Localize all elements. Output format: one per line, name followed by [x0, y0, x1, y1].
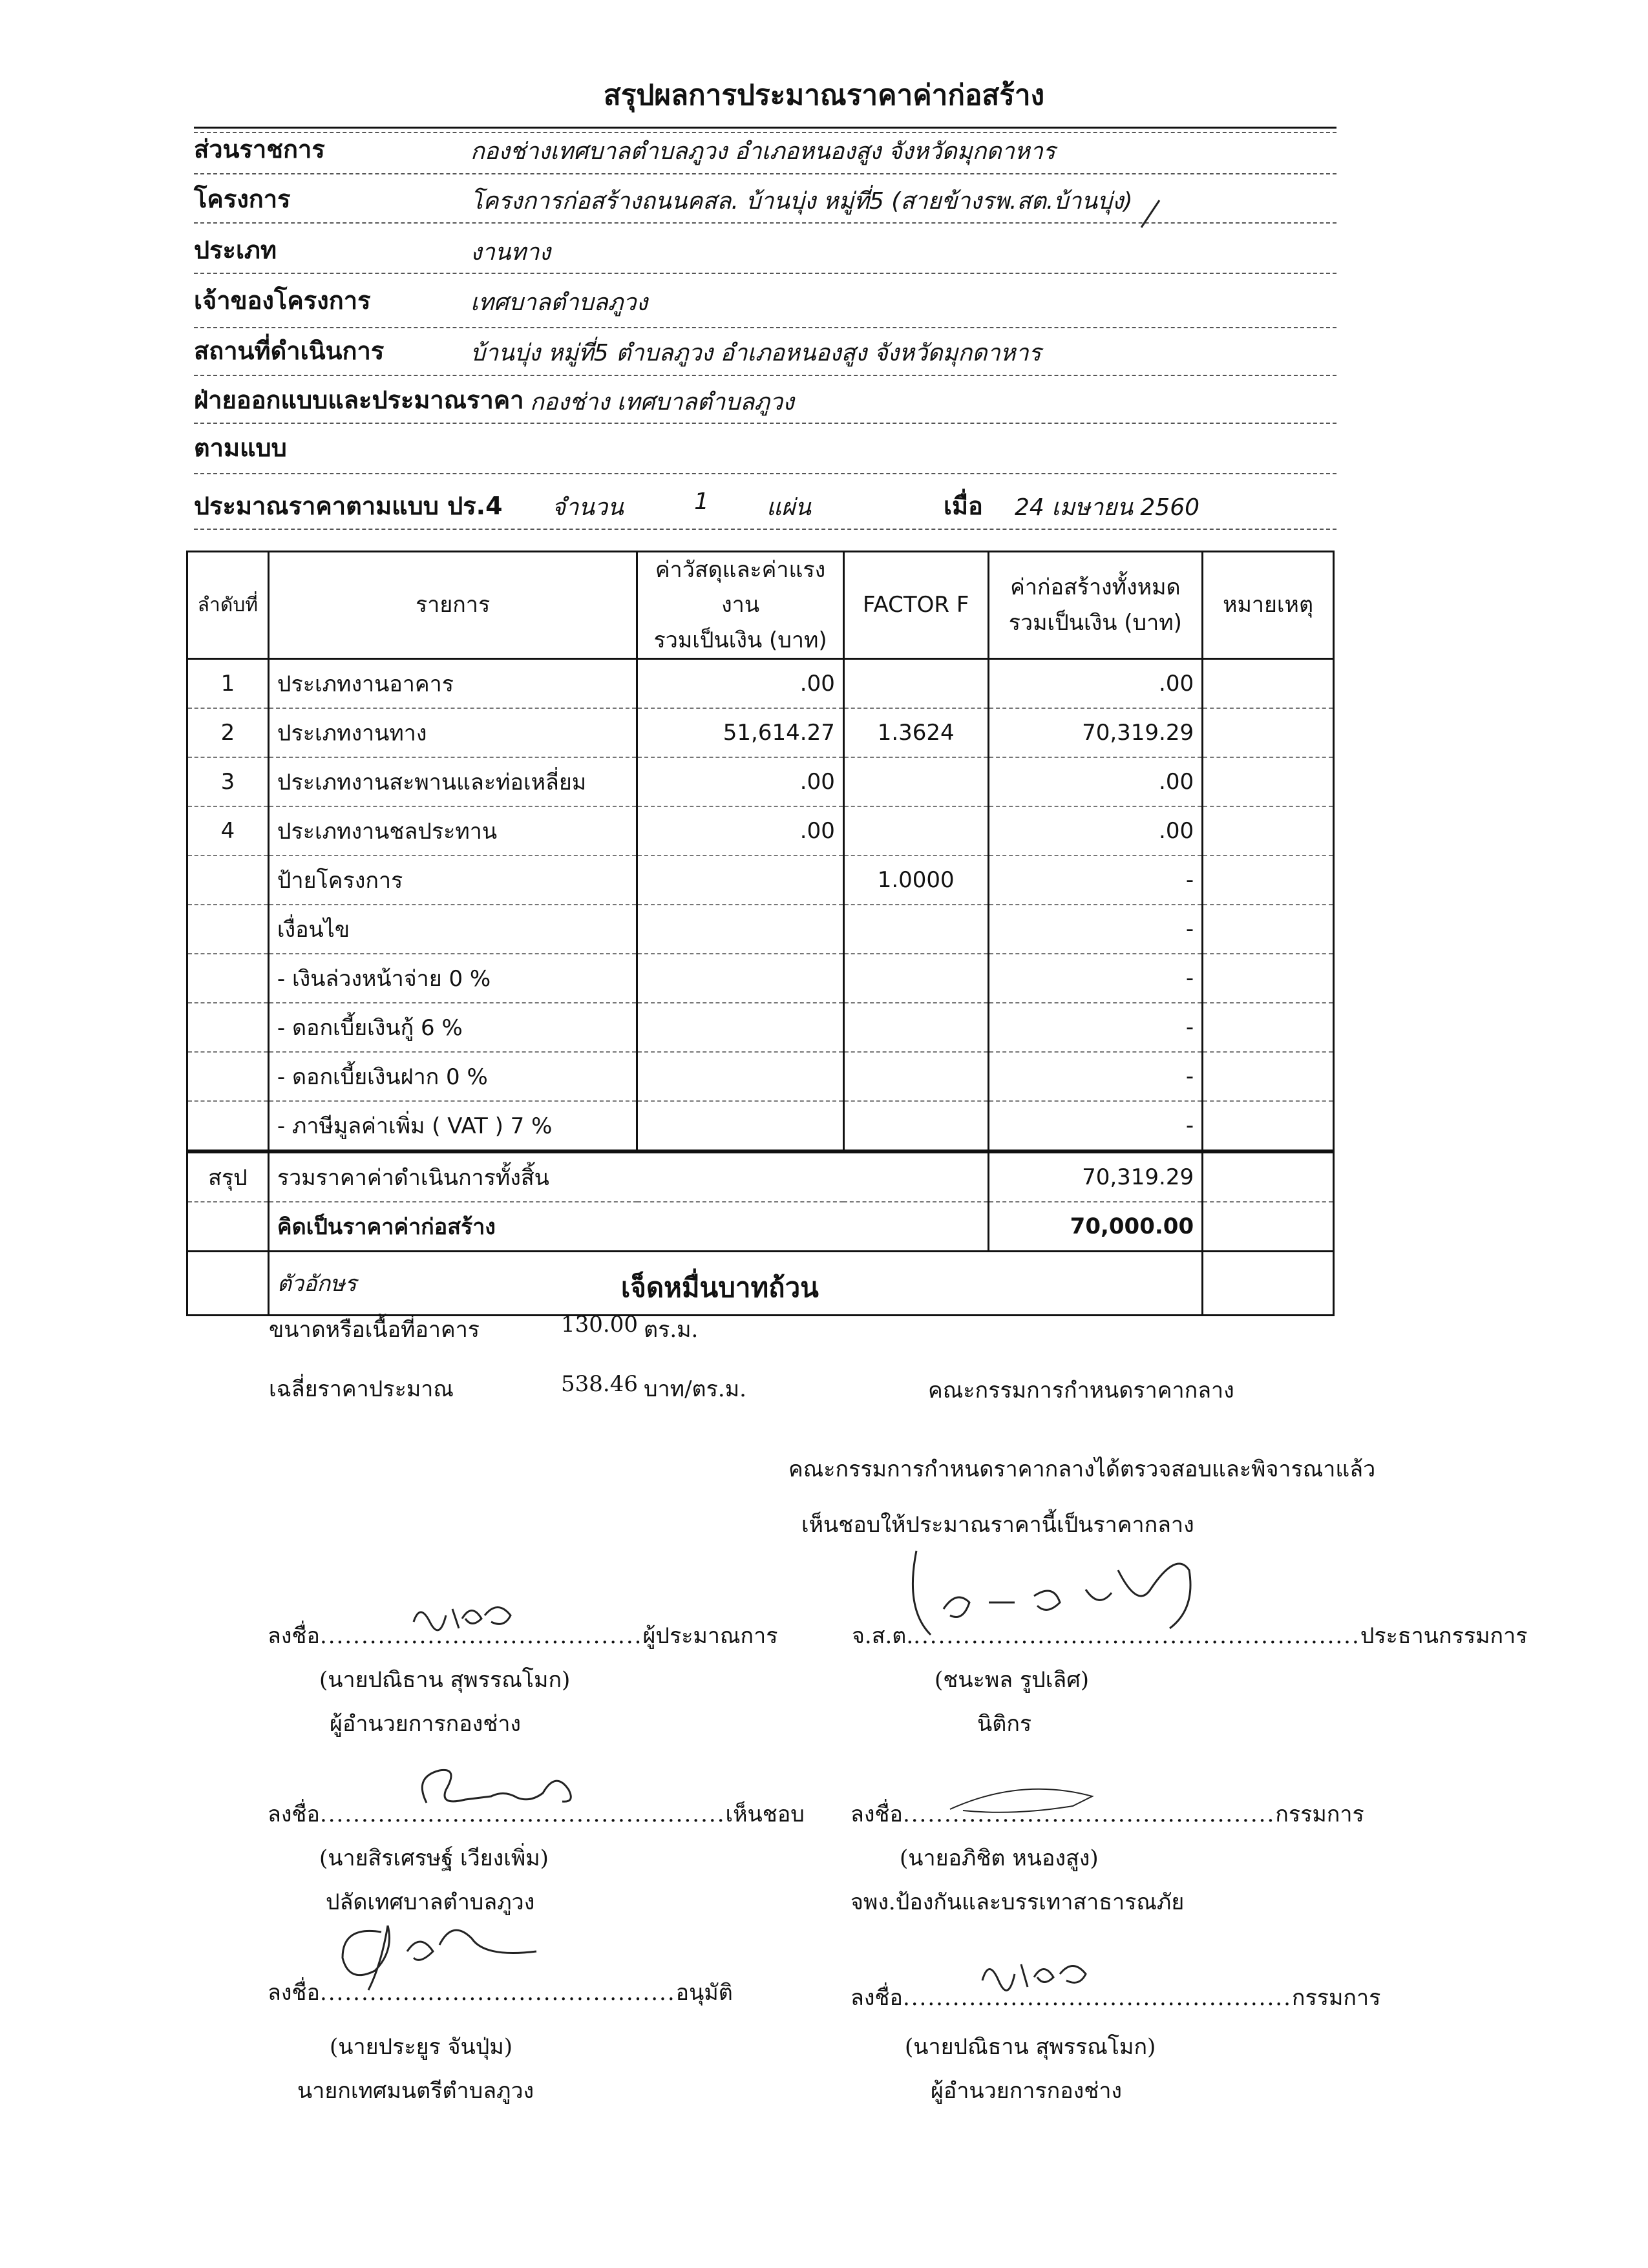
agency-label: ส่วนราชการ: [194, 135, 325, 163]
avg-unit: บาท/ตร.ม.: [644, 1376, 746, 1402]
col-header-material-line1: ค่าวัสดุและค่าแรงงาน: [655, 557, 826, 618]
table-row: [187, 856, 1334, 905]
row-material: .00: [637, 659, 844, 709]
size-label: ขนาดหรือเนื้อที่อาคาร: [269, 1317, 480, 1343]
row-material: [637, 1052, 844, 1101]
estimate-label: ประมาณราคาตามแบบ ปร.4: [194, 492, 503, 520]
row-factor: [843, 806, 988, 856]
row-remark: [1203, 1052, 1334, 1101]
row-factor: [843, 757, 988, 806]
left-sign-2-position: ปลัดเทศบาลตำบลภูวง: [326, 1889, 535, 1915]
rounded-no: [187, 1202, 269, 1252]
row-item: ประเภทงานชลประทาน: [268, 806, 637, 856]
row-remark: [1203, 1101, 1334, 1151]
avg-label: เฉลี่ยราคาประมาณ: [269, 1376, 454, 1402]
col-header-material: [637, 552, 844, 659]
right-sign-3-prefix: ลงชื่อ: [850, 1985, 903, 2011]
left-sign-3-prefix: ลงชื่อ: [268, 1980, 320, 2006]
words-cell: [268, 1252, 1202, 1316]
summary-label: สรุป: [187, 1151, 269, 1202]
row-total: -: [988, 1003, 1203, 1052]
date-label: เมื่อ: [944, 492, 983, 520]
col-header-remark: หมายเหตุ: [1203, 552, 1334, 659]
owner-value: เทศบาลตำบลภูวง: [470, 289, 648, 316]
row-factor: 1.3624: [843, 708, 988, 757]
check-mark-icon: [1140, 194, 1166, 233]
row-total: -: [988, 905, 1203, 954]
row-total: .00: [988, 806, 1203, 856]
type-label: ประเภท: [194, 236, 277, 264]
location-label: สถานที่ดำเนินการ: [194, 337, 385, 365]
row-remark: [1203, 1003, 1334, 1052]
row-remark: [1203, 954, 1334, 1003]
count-value: 1: [694, 488, 709, 515]
row-total: -: [988, 1052, 1203, 1101]
row-material: [637, 856, 844, 905]
committee-heading: คณะกรรมการกำหนดราคากลาง: [928, 1378, 1234, 1403]
row-factor: [843, 954, 988, 1003]
row-no: 3: [187, 757, 269, 806]
table-row: [187, 708, 1334, 757]
header-rule: [194, 173, 1336, 174]
table-row: [187, 954, 1334, 1003]
project-value: โครงการก่อสร้างถนนคสล. บ้านบุ่ง หมู่ที่5 (สายข้างรพ.สต.บ้านบุ่ง): [470, 188, 1133, 215]
left-sign-3-position: นายกเทศมนตรีตำบลภูวง: [297, 2078, 534, 2104]
table-row: [187, 1101, 1334, 1151]
left-sign-2-line: ลงชื่อ.................................................เห็นชอบ: [268, 1801, 805, 1827]
left-sign-1-prefix: ลงชื่อ: [268, 1623, 320, 1649]
right-sign-1-role: ประธานกรรมการ: [1360, 1623, 1528, 1649]
row-material: [637, 905, 844, 954]
left-sign-1-role: ผู้ประมาณการ: [642, 1623, 778, 1649]
row-material: .00: [637, 806, 844, 856]
left-sign-2-prefix: ลงชื่อ: [268, 1801, 320, 1827]
row-total: .00: [988, 659, 1203, 709]
location-value: บ้านบุ่ง หมู่ที่5 ตำบลภูวง อำเภอหนองสูง จังหวัดมุกดาหาร: [470, 340, 1041, 366]
handwritten-signature-committee-2: [969, 1945, 1099, 1997]
row-item: ป้ายโครงการ: [268, 856, 637, 905]
row-no: 4: [187, 806, 269, 856]
row-material: [637, 1101, 844, 1151]
col-header-item: รายการ: [268, 552, 637, 659]
row-factor: [843, 1101, 988, 1151]
header-rule: [194, 473, 1336, 474]
table-header-row: [187, 552, 1334, 659]
row-no: [187, 1101, 269, 1151]
left-sign-2-role: เห็นชอบ: [725, 1801, 805, 1827]
left-sign-3-line: ลงชื่อ...........................................อนุมัติ: [268, 1980, 733, 2006]
table-row: [187, 806, 1334, 856]
table-row: [187, 1052, 1334, 1101]
left-sign-3-role: อนุมัติ: [675, 1980, 733, 2006]
count-label: จำนวน: [552, 494, 624, 521]
estimate-table: [186, 551, 1335, 1316]
avg-value: 538.46: [561, 1371, 638, 1397]
date-value: 24 เมษายน 2560: [1015, 494, 1199, 521]
row-material: 51,614.27: [637, 708, 844, 757]
header-top-rule: [194, 127, 1336, 129]
designer-value: กองช่าง เทศบาลตำบลภูวง: [530, 389, 794, 415]
col-header-total-line1: ค่าก่อสร้างทั้งหมด: [1010, 574, 1181, 601]
words-value: เจ็ดหมื่นบาทถ้วน: [620, 1272, 819, 1304]
rounded-remark: [1203, 1202, 1334, 1252]
row-total: -: [988, 954, 1203, 1003]
rounded-item: คิดเป็นราคาค่าก่อสร้าง: [268, 1202, 988, 1252]
row-material: .00: [637, 757, 844, 806]
plan-label: ตามแบบ: [194, 434, 287, 462]
row-item: - ภาษีมูลค่าเพิ่ม ( VAT ) 7 %: [268, 1101, 637, 1151]
right-sign-3-role: กรรมการ: [1291, 1985, 1381, 2011]
row-total: .00: [988, 757, 1203, 806]
right-sign-2-line: ลงชื่อ.............................................กรรมการ: [850, 1801, 1364, 1827]
row-no: [187, 1052, 269, 1101]
right-sign-1-position: นิติกร: [977, 1711, 1032, 1737]
summary-total: 70,319.29: [988, 1151, 1203, 1202]
table-row: [187, 905, 1334, 954]
right-sign-1-prefix: จ.ส.ต.: [852, 1623, 914, 1649]
row-factor: [843, 1003, 988, 1052]
right-sign-3-line: ลงชื่อ...............................................กรรมการ: [850, 1985, 1381, 2011]
words-remark: [1203, 1252, 1334, 1316]
rounded-total: 70,000.00: [988, 1202, 1203, 1252]
row-item: ประเภทงานทาง: [268, 708, 637, 757]
words-label: ตัวอักษร: [277, 1271, 357, 1297]
type-value: งานทาง: [470, 239, 551, 266]
handwritten-signature-mayor: [323, 1913, 556, 1997]
handwritten-signature-estimator: [401, 1590, 543, 1641]
row-material: [637, 1003, 844, 1052]
row-item: - ดอกเบี้ยเงินฝาก 0 %: [268, 1052, 637, 1101]
row-no: [187, 856, 269, 905]
row-remark: [1203, 856, 1334, 905]
header-rule: [194, 375, 1336, 376]
col-header-factor: FACTOR F: [843, 552, 988, 659]
agency-value: กองช่างเทศบาลตำบลภูวง อำเภอหนองสูง จังหวัดมุกดาหาร: [470, 138, 1056, 165]
row-factor: [843, 659, 988, 709]
committee-statement-1: คณะกรรมการกำหนดราคากลางได้ตรวจสอบและพิจารณาแล้ว: [788, 1456, 1376, 1482]
row-no: [187, 1003, 269, 1052]
right-sign-2-role: กรรมการ: [1275, 1801, 1364, 1827]
header-rule: [194, 529, 1336, 530]
left-sign-1-position: ผู้อำนวยการกองช่าง: [330, 1711, 522, 1737]
row-material: [637, 954, 844, 1003]
table-row: [187, 757, 1334, 806]
row-factor: 1.0000: [843, 856, 988, 905]
right-sign-3-name: (นายปณิธาน สุพรรณโมก): [905, 2034, 1156, 2060]
col-header-total: [988, 552, 1203, 659]
row-item: เงื่อนไข: [268, 905, 637, 954]
col-header-material-line2: รวมเป็นเงิน (บาท): [653, 627, 827, 653]
right-sign-3-position: ผู้อำนวยการกองช่าง: [931, 2078, 1123, 2104]
row-remark: [1203, 708, 1334, 757]
words-row: [187, 1252, 1334, 1316]
row-item: - ดอกเบี้ยเงินกู้ 6 %: [268, 1003, 637, 1052]
size-unit: ตร.ม.: [644, 1317, 699, 1343]
right-sign-1-line: จ.ส.ต.......................................................ประธานกรรมการ: [852, 1623, 1528, 1649]
header-rule: [194, 273, 1336, 274]
table-row: [187, 659, 1334, 709]
row-factor: [843, 905, 988, 954]
size-value: 130.00: [561, 1312, 638, 1338]
committee-statement-2: เห็นชอบให้ประมาณราคานี้เป็นราคากลาง: [801, 1512, 1194, 1538]
row-remark: [1203, 905, 1334, 954]
row-total: -: [988, 1101, 1203, 1151]
row-no: 1: [187, 659, 269, 709]
row-total: -: [988, 856, 1203, 905]
row-total: 70,319.29: [988, 708, 1203, 757]
row-item: ประเภทงานสะพานและท่อเหลี่ยม: [268, 757, 637, 806]
row-item: ประเภทงานอาคาร: [268, 659, 637, 709]
left-sign-1-name: (นายปณิธาน สุพรรณโมก): [319, 1667, 571, 1693]
handwritten-signature-committee-1: [944, 1770, 1112, 1822]
summary-remark: [1203, 1151, 1334, 1202]
row-factor: [843, 1052, 988, 1101]
words-no: [187, 1252, 269, 1316]
row-remark: [1203, 659, 1334, 709]
row-no: [187, 954, 269, 1003]
handwritten-signature-chairman: [905, 1531, 1215, 1661]
row-remark: [1203, 806, 1334, 856]
table-row: [187, 1003, 1334, 1052]
left-sign-1-line: ลงชื่อ.......................................ผู้ประมาณการ: [268, 1623, 778, 1649]
row-remark: [1203, 757, 1334, 806]
col-header-no: ลำดับที่: [187, 552, 269, 659]
right-sign-2-name: (นายอภิชิต หนองสูง): [900, 1845, 1099, 1871]
summary-item: รวมราคาค่าดำเนินการทั้งสิ้น: [268, 1151, 988, 1202]
designer-label: ฝ่ายออกแบบและประมาณราคา: [194, 386, 524, 414]
handwritten-signature-approver: [401, 1751, 595, 1816]
header-rule: [194, 327, 1336, 328]
right-sign-2-prefix: ลงชื่อ: [850, 1801, 903, 1827]
page-title: สรุปผลการประมาณราคาค่าก่อสร้าง: [603, 79, 1045, 112]
left-sign-2-name: (นายสิรเศรษฐ์ เวียงเพิ่ม): [319, 1845, 549, 1871]
owner-label: เจ้าของโครงการ: [194, 286, 371, 315]
right-sign-1-name: (ชนะพล รูปเลิศ): [935, 1667, 1090, 1693]
col-header-total-line2: รวมเป็นเงิน (บาท): [1008, 609, 1182, 636]
row-item: - เงินล่วงหน้าจ่าย 0 %: [268, 954, 637, 1003]
sheet-label: แผ่น: [766, 494, 811, 521]
left-sign-3-name: (นายประยูร จันปุ่ม): [330, 2034, 513, 2060]
rounded-row: [187, 1202, 1334, 1252]
row-no: [187, 905, 269, 954]
row-no: 2: [187, 708, 269, 757]
project-label: โครงการ: [194, 185, 291, 213]
summary-row: [187, 1151, 1334, 1202]
right-sign-2-position: จพง.ป้องกันและบรรเทาสาธารณภัย: [850, 1889, 1185, 1915]
header-rule: [194, 423, 1336, 424]
